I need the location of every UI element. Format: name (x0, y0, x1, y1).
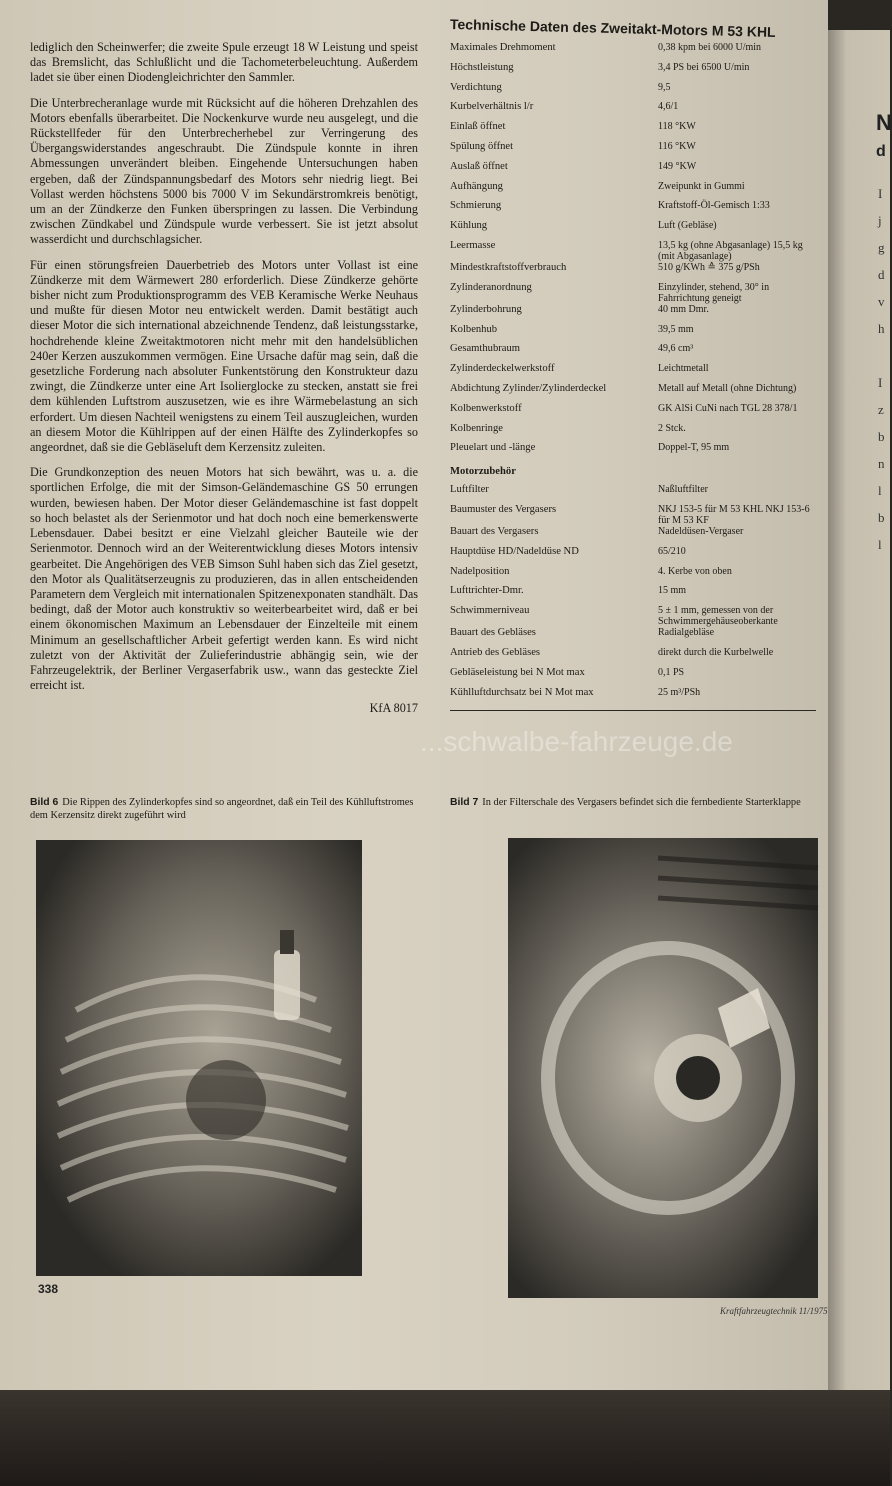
spec-value: 5 ± 1 mm, gemessen von der Schwimmergehäuseoberkante (658, 605, 778, 628)
spec-key: Aufhängung (450, 180, 503, 192)
spec-value: 0,38 kpm bei 6000 U/min (658, 42, 762, 53)
caption-bild-6-text: Die Rippen des Zylinderkopfes sind so angeordnet, daß ein Teil des Kühlluftstromes dem Kerzensitz direkt zugeführt wird (30, 797, 414, 821)
spec-table (450, 42, 820, 706)
spec-row (450, 200, 820, 220)
spec-key: Mindestkraftstoffverbrauch (450, 261, 567, 273)
spec-row (450, 82, 820, 102)
accessory-row (450, 585, 820, 605)
accessory-row (450, 687, 820, 707)
accessory-row (450, 504, 820, 526)
spec-value: NKJ 153-5 für M 53 KHL NKJ 153-6 für M 53 KF (658, 503, 810, 526)
spec-row (450, 101, 820, 121)
caption-bild-7 (450, 796, 820, 809)
spec-key: Höchstleistung (450, 61, 514, 73)
accessory-row (450, 566, 820, 586)
paragraph-1: lediglich den Scheinwerfer; die zweite Spule erzeugt 18 W Leistung und speist das Bremslicht, das Schlußlicht und die Tachometerbeleuchtung. Außerdem ladet sie über einen Diodengleichrichter den Sammler. (30, 40, 418, 85)
spec-value: 15 mm (658, 585, 687, 597)
accessory-row (450, 647, 820, 667)
spec-key: Kolbenwerkstoff (450, 402, 522, 414)
carburetor-illustration (508, 838, 818, 1298)
spec-value: 4. Kerbe von oben (658, 565, 732, 577)
cylinder-head-illustration (36, 840, 362, 1276)
spec-key: Kolbenhub (450, 323, 498, 335)
accessory-row (450, 526, 820, 546)
spec-value: 13,5 kg (ohne Abgasanlage) 15,5 kg (mit Abgasanlage) (658, 239, 803, 262)
paragraph-4: Die Grundkonzeption des neuen Motors hat sich bewährt, was u. a. die sportlichen Erfolge, die mit der Simson-Geländemaschine GS 50 errungen wurden, bewiesen haben. Der Motor dieser Geländemaschine ist fast doppelt so hoch belastet als der Serienmotor und hat doch noch eine bemerkenswerte Lebensdauer. Dabei besitzt er eine Vielzahl gleicher Bauteile wie der Serienmotor. Dennoch wird an der Weiterentwicklung dieses Motors intensiv gearbeitet. Die Angehörigen des VEB Simson Suhl haben sich das Ziel gesetzt, den Motor als Qualitätserzeugnis zu produzieren, das in allen entscheidenden Parametern dem Vergleich mit internationalen Spitzenexponaten standhält. Das bedingt, daß der Motor auch konstruktiv so weiterbearbeitet wird, daß er bei einem ökonomischen Maximum an Lebensdauer der Einzelteile mit einem Minimum an gesellschaftlicher Arbeit gefertigt werden kann. Es wird nicht zuletzt von der Aktivität der Zulieferindustrie abhängig sein, wie der Fahrzeugelektrik, der Berliner Vergaserfabrik usw., wann das gesteckte Ziel erreicht ist. (30, 465, 418, 693)
spec-row (450, 403, 820, 423)
spec-row (450, 324, 820, 344)
spec-value: Einzylinder, stehend, 30° in Fahrrichtung geneigt (658, 281, 770, 304)
next-page-big-letter: N (876, 110, 892, 135)
spec-value: Doppel-T, 95 mm (658, 442, 730, 454)
caption-bild-7-text: In der Filterschale des Vergasers befindet sich die fernbediente Starterklappe (482, 797, 801, 808)
spec-row (450, 62, 820, 82)
spec-key: Bauart des Vergasers (450, 525, 539, 537)
spec-key: Leermasse (450, 239, 496, 251)
spec-key: Maximales Drehmoment (450, 42, 556, 53)
spec-row (450, 181, 820, 201)
spec-key: Zylinderbohrung (450, 303, 522, 315)
spec-value: GK AlSi CuNi nach TGL 28 378/1 (658, 402, 798, 414)
spec-key: Nadelposition (450, 565, 510, 577)
spec-row (450, 141, 820, 161)
spec-row (450, 363, 820, 383)
spec-value: Radialgebläse (658, 627, 715, 639)
next-page-heading (876, 110, 892, 162)
spec-key: Gebläseleistung bei N Mot max (450, 666, 585, 678)
spec-value: 9,5 (658, 81, 671, 93)
spec-bottom-rule (450, 710, 816, 711)
spec-key: Kolbenringe (450, 422, 503, 434)
accessory-heading-row (450, 462, 820, 484)
accessory-heading: Motorzubehör (450, 466, 516, 478)
spec-row (450, 383, 820, 403)
spec-row (450, 423, 820, 443)
spec-value: 39,5 mm (658, 323, 694, 335)
spec-key: Kurbelverhältnis l/r (450, 101, 534, 113)
caption-bild-7-label: Bild 7 (450, 797, 479, 808)
spec-value: 116 °KW (658, 140, 696, 152)
spec-value: Naßluftfilter (658, 484, 708, 496)
accessory-row (450, 627, 820, 647)
spec-value: 510 g/KWh ≙ 375 g/PSh (658, 261, 760, 273)
spec-key: Spülung öffnet (450, 140, 514, 152)
article-text (30, 40, 418, 717)
spec-value: 3,4 PS bei 6500 U/min (658, 61, 750, 73)
tech-data-title: Technische Daten des Zweitakt-Motors M 53 KHL (449, 16, 776, 40)
spec-value: 118 °KW (658, 121, 696, 133)
spec-key: Hauptdüse HD/Nadeldüse ND (450, 545, 579, 557)
spec-row (450, 240, 820, 262)
page-number: 338 (38, 1282, 59, 1296)
accessory-row (450, 546, 820, 566)
spec-key: Schwimmerniveau (450, 605, 530, 617)
paragraph-2: Die Unterbrecheranlage wurde mit Rücksicht auf die höheren Drehzahlen des Motors ebenfalls überarbeitet. Die Nockenkurve wurde neu ausgelegt, und die Rückstellfeder für den Unterbrecherhebel zur Verringerung des Übergangswiderstandes angeschraubt. Die Zündspule konnte in ihren Abmessungen unverändert bleiben. Eingehende Untersuchungen haben ergeben, daß der Zündspannungsbedarf des Motors sehr niedrig liegt. Bei Vollast werden höchstens 5000 bis 7000 V im Sekundärstromkreis benötigt, um an der Zündkerze den Funken überspringen zu lassen. Die Verbindung zwischen Zündkabel und Zündspule wurde verbessert. Sie ist jetzt absolut wasserdicht und durchschlagsicher. (30, 95, 418, 247)
spec-key: Schmierung (450, 200, 502, 212)
spec-key: Zylinderdeckelwerkstoff (450, 363, 555, 375)
spec-row (450, 343, 820, 363)
spec-row (450, 161, 820, 181)
spec-row (450, 282, 820, 304)
spec-row (450, 262, 820, 282)
article-signature: KfA 8017 (369, 701, 418, 716)
spec-key: Bauart des Gebläses (450, 627, 536, 639)
photo-carburetor-filter (508, 838, 818, 1298)
spec-key: Verdichtung (450, 81, 502, 93)
next-page-edge (828, 30, 890, 1390)
accessory-row (450, 605, 820, 627)
spec-row (450, 220, 820, 240)
spec-value: direkt durch die Kurbelwelle (658, 646, 774, 658)
spec-key: Kühlluftdurchsatz bei N Mot max (450, 686, 594, 698)
spec-value: 0,1 PS (658, 666, 685, 678)
spec-value: 4,6/1 (658, 101, 679, 113)
spec-value: Kraftstoff-Öl-Gemisch 1:33 (658, 200, 770, 212)
spec-key: Kühlung (450, 220, 488, 232)
spec-value: 65/210 (658, 545, 686, 557)
spec-key: Auslaß öffnet (450, 160, 508, 172)
spec-row (450, 42, 820, 62)
spec-value: Luft (Gebläse) (658, 220, 717, 232)
journal-name: Kraftfahrzeugtechnik 11/1975 (720, 1306, 828, 1316)
spec-value: Metall auf Metall (ohne Dichtung) (658, 382, 797, 394)
spec-value: Leichtmetall (658, 363, 709, 375)
spec-row (450, 121, 820, 141)
spec-value: 2 Stck. (658, 422, 686, 434)
desk-surface (0, 1390, 890, 1486)
photo-cylinder-head (36, 840, 362, 1276)
spec-value: Zweipunkt in Gummi (658, 180, 745, 192)
tech-data-panel (450, 16, 822, 711)
paragraph-3: Für einen störungsfreien Dauerbetrieb des Motors unter Vollast ist eine Zündkerze mit dem Wärmewert 280 erforderlich. Diese Zündkerze gehörte bisher nicht zum Produktionsprogramm des VEB Keramische Werke Neuhaus und mußte für diesen Motor neu entwickelt werden. Damit bestätigt auch dieser Motor die sich international abzeichnende Tendenz, daß leistungsstarke, hochdrehende kleine Zweitaktmotoren nicht mehr mit den handelsüblichen 240er Kerzen auszukommen vermögen. Eine Ursache dafür mag sein, daß die gesetzliche Forderung nach absoluter Funkentstörung den Konstrukteur dazu zwingt, die Zündkerze unter eine Art Isolierglocke zu stecken, anstatt sie frei dem kühlenden Luftstrom auszusetzen, wie es ihre Wärmebelastung an sich erfordert. Um diesen Nachteil wenigstens zu einem Teil auszugleichen, wurden an diesem Motor die Kühlrippen auf der einen Hälfte des Zylinderkopfes so angeordnet, daß sie die Gebläseluft dem Kerzensitz zuleiten. (30, 257, 418, 455)
spec-value: 149 °KW (658, 160, 697, 172)
spec-key: Zylinderanordnung (450, 281, 532, 293)
spec-key: Baumuster des Vergasers (450, 503, 557, 515)
accessory-row (450, 484, 820, 504)
accessory-row (450, 667, 820, 687)
spec-value: 49,6 cm³ (658, 343, 694, 355)
caption-bild-6 (30, 796, 420, 822)
spec-key: Antrieb des Gebläses (450, 646, 541, 658)
spec-value: 25 m³/PSh (658, 686, 701, 698)
spec-key: Lufttrichter-Dmr. (450, 585, 524, 597)
spec-key: Einlaß öffnet (450, 121, 506, 133)
spec-key: Pleuelart und -länge (450, 442, 536, 454)
watermark: ...schwalbe-fahrzeuge.de (420, 726, 733, 757)
spec-key: Luftfilter (450, 484, 489, 496)
spec-row (450, 304, 820, 324)
spec-key: Abdichtung Zylinder/Zylinderdeckel (450, 382, 607, 394)
spec-key: Gesamthubraum (450, 343, 521, 355)
next-page-second-letter: d (876, 143, 886, 160)
spec-value: 40 mm Dmr. (658, 303, 709, 315)
spec-value: Nadeldüsen-Vergaser (658, 525, 744, 537)
spec-row (450, 442, 820, 462)
next-page-margin-letters: I j g d v h I z b n l b l (878, 186, 885, 552)
caption-bild-6-label: Bild 6 (30, 797, 59, 808)
